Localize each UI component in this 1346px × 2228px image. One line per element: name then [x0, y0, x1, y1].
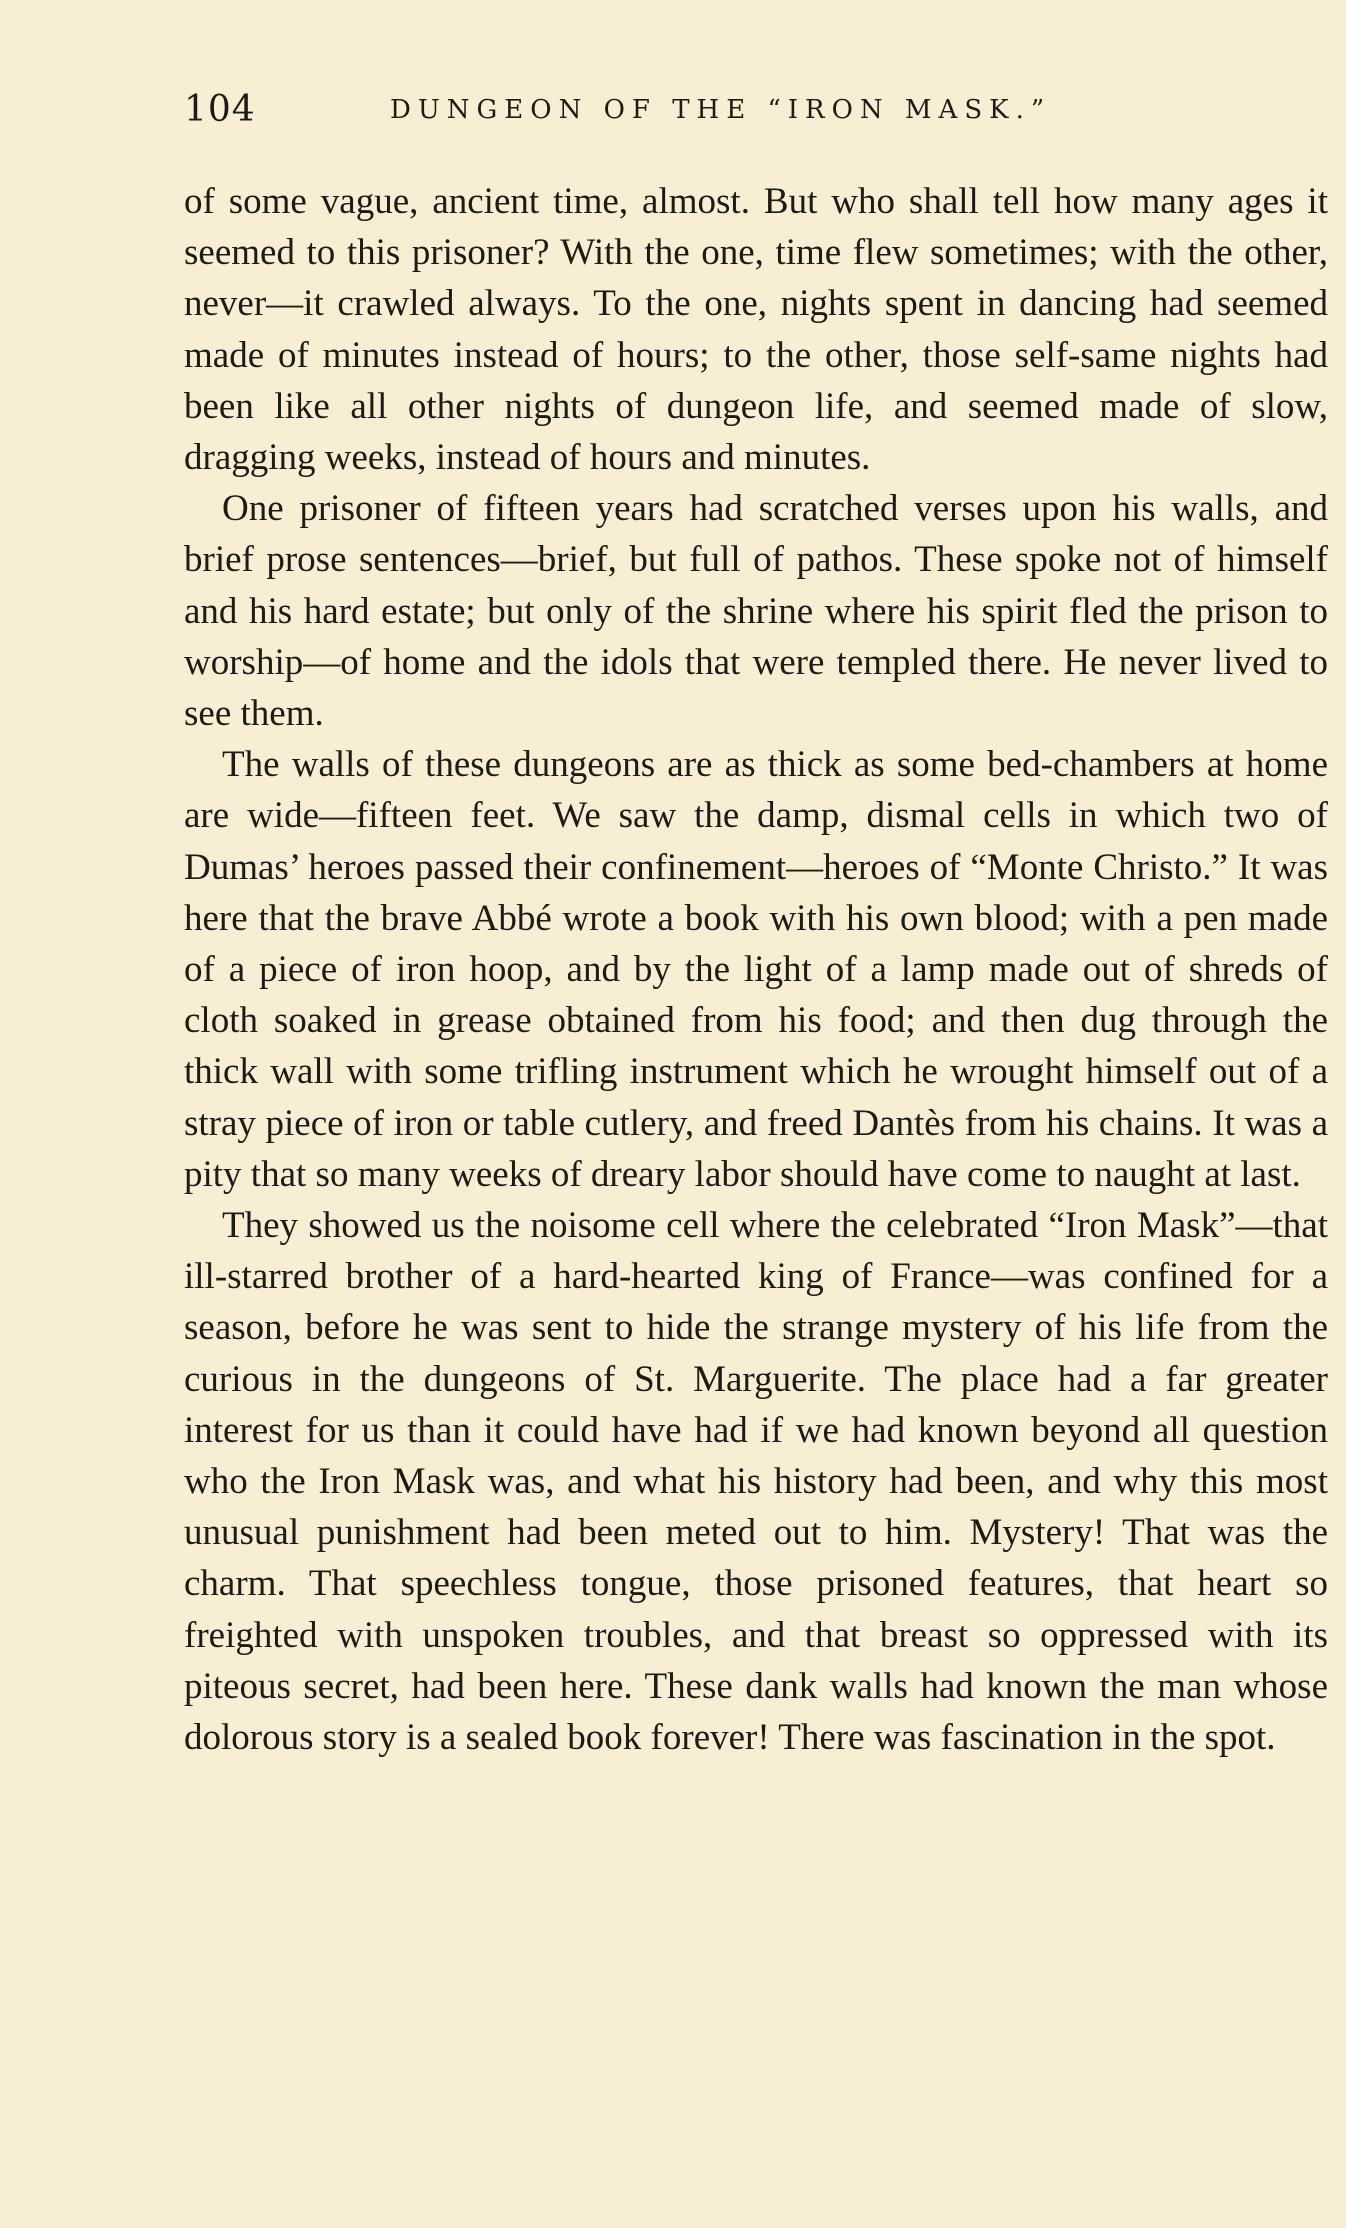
paragraph-2: One prisoner of fifteen years had scratched verses upon his walls, and brief prose sentences—brief, but full of pathos. These spoke not of himself and his hard estate; but only of the shrine where his spirit fled the prison to worship—of home and the idols that were templed there. He never lived to see them. — [184, 488, 1328, 735]
page-number: 104 — [184, 89, 256, 130]
paragraph-1: of some vague, ancient time, almost. But who shall tell how many ages it seemed to this prisoner? With the one, time flew sometimes; with the other, never—it crawled always. To the one, nights spent in dancing had seemed made of minutes instead of hours; to the other, those self-same nights had been like all other nights of dungeon life, and seemed made of slow, dragging weeks, instead of hours and minutes. — [184, 181, 1328, 479]
paragraph-3: The walls of these dungeons are as thick as some bed-chambers at home are wide—fifteen feet. We saw the damp, dismal cells in which two of Dumas’ heroes passed their confinement—heroes of “Monte Christo.” It was here that the brave Abbé wrote a book with his own blood; with a pen made of a piece of iron hoop, and by the light of a lamp made out of shreds of cloth soaked in grease obtained from his food; and then dug through the thick wall with some trifling instrument which he wrought himself out of a stray piece of iron or table cutlery, and freed Dantès from his chains. It was a pity that so many weeks of dreary labor should have come to naught at last. — [184, 744, 1328, 1195]
body-text — [184, 176, 1328, 1763]
paragraph-4: They showed us the noisome cell where the celebrated “Iron Mask”—that ill-starred brother of a hard-hearted king of France—was confined for a season, before he was sent to hide the strange mystery of his life from the curious in the dungeons of St. Marguerite. The place had a far greater interest for us than it could have had if we had known beyond all question who the Iron Mask was, and what his history had been, and why this most unusual punishment had been meted out to him. Mystery! That was the charm. That speechless tongue, those prisoned features, that heart so freighted with unspoken troubles, and that breast so oppressed with its piteous secret, had been here. These dank walls had known the man whose dolorous story is a sealed book forever! There was fascination in the spot. — [184, 1205, 1328, 1759]
page-header — [184, 89, 1324, 142]
running-title: DUNGEON OF THE “IRON MASK.” — [390, 95, 1052, 125]
